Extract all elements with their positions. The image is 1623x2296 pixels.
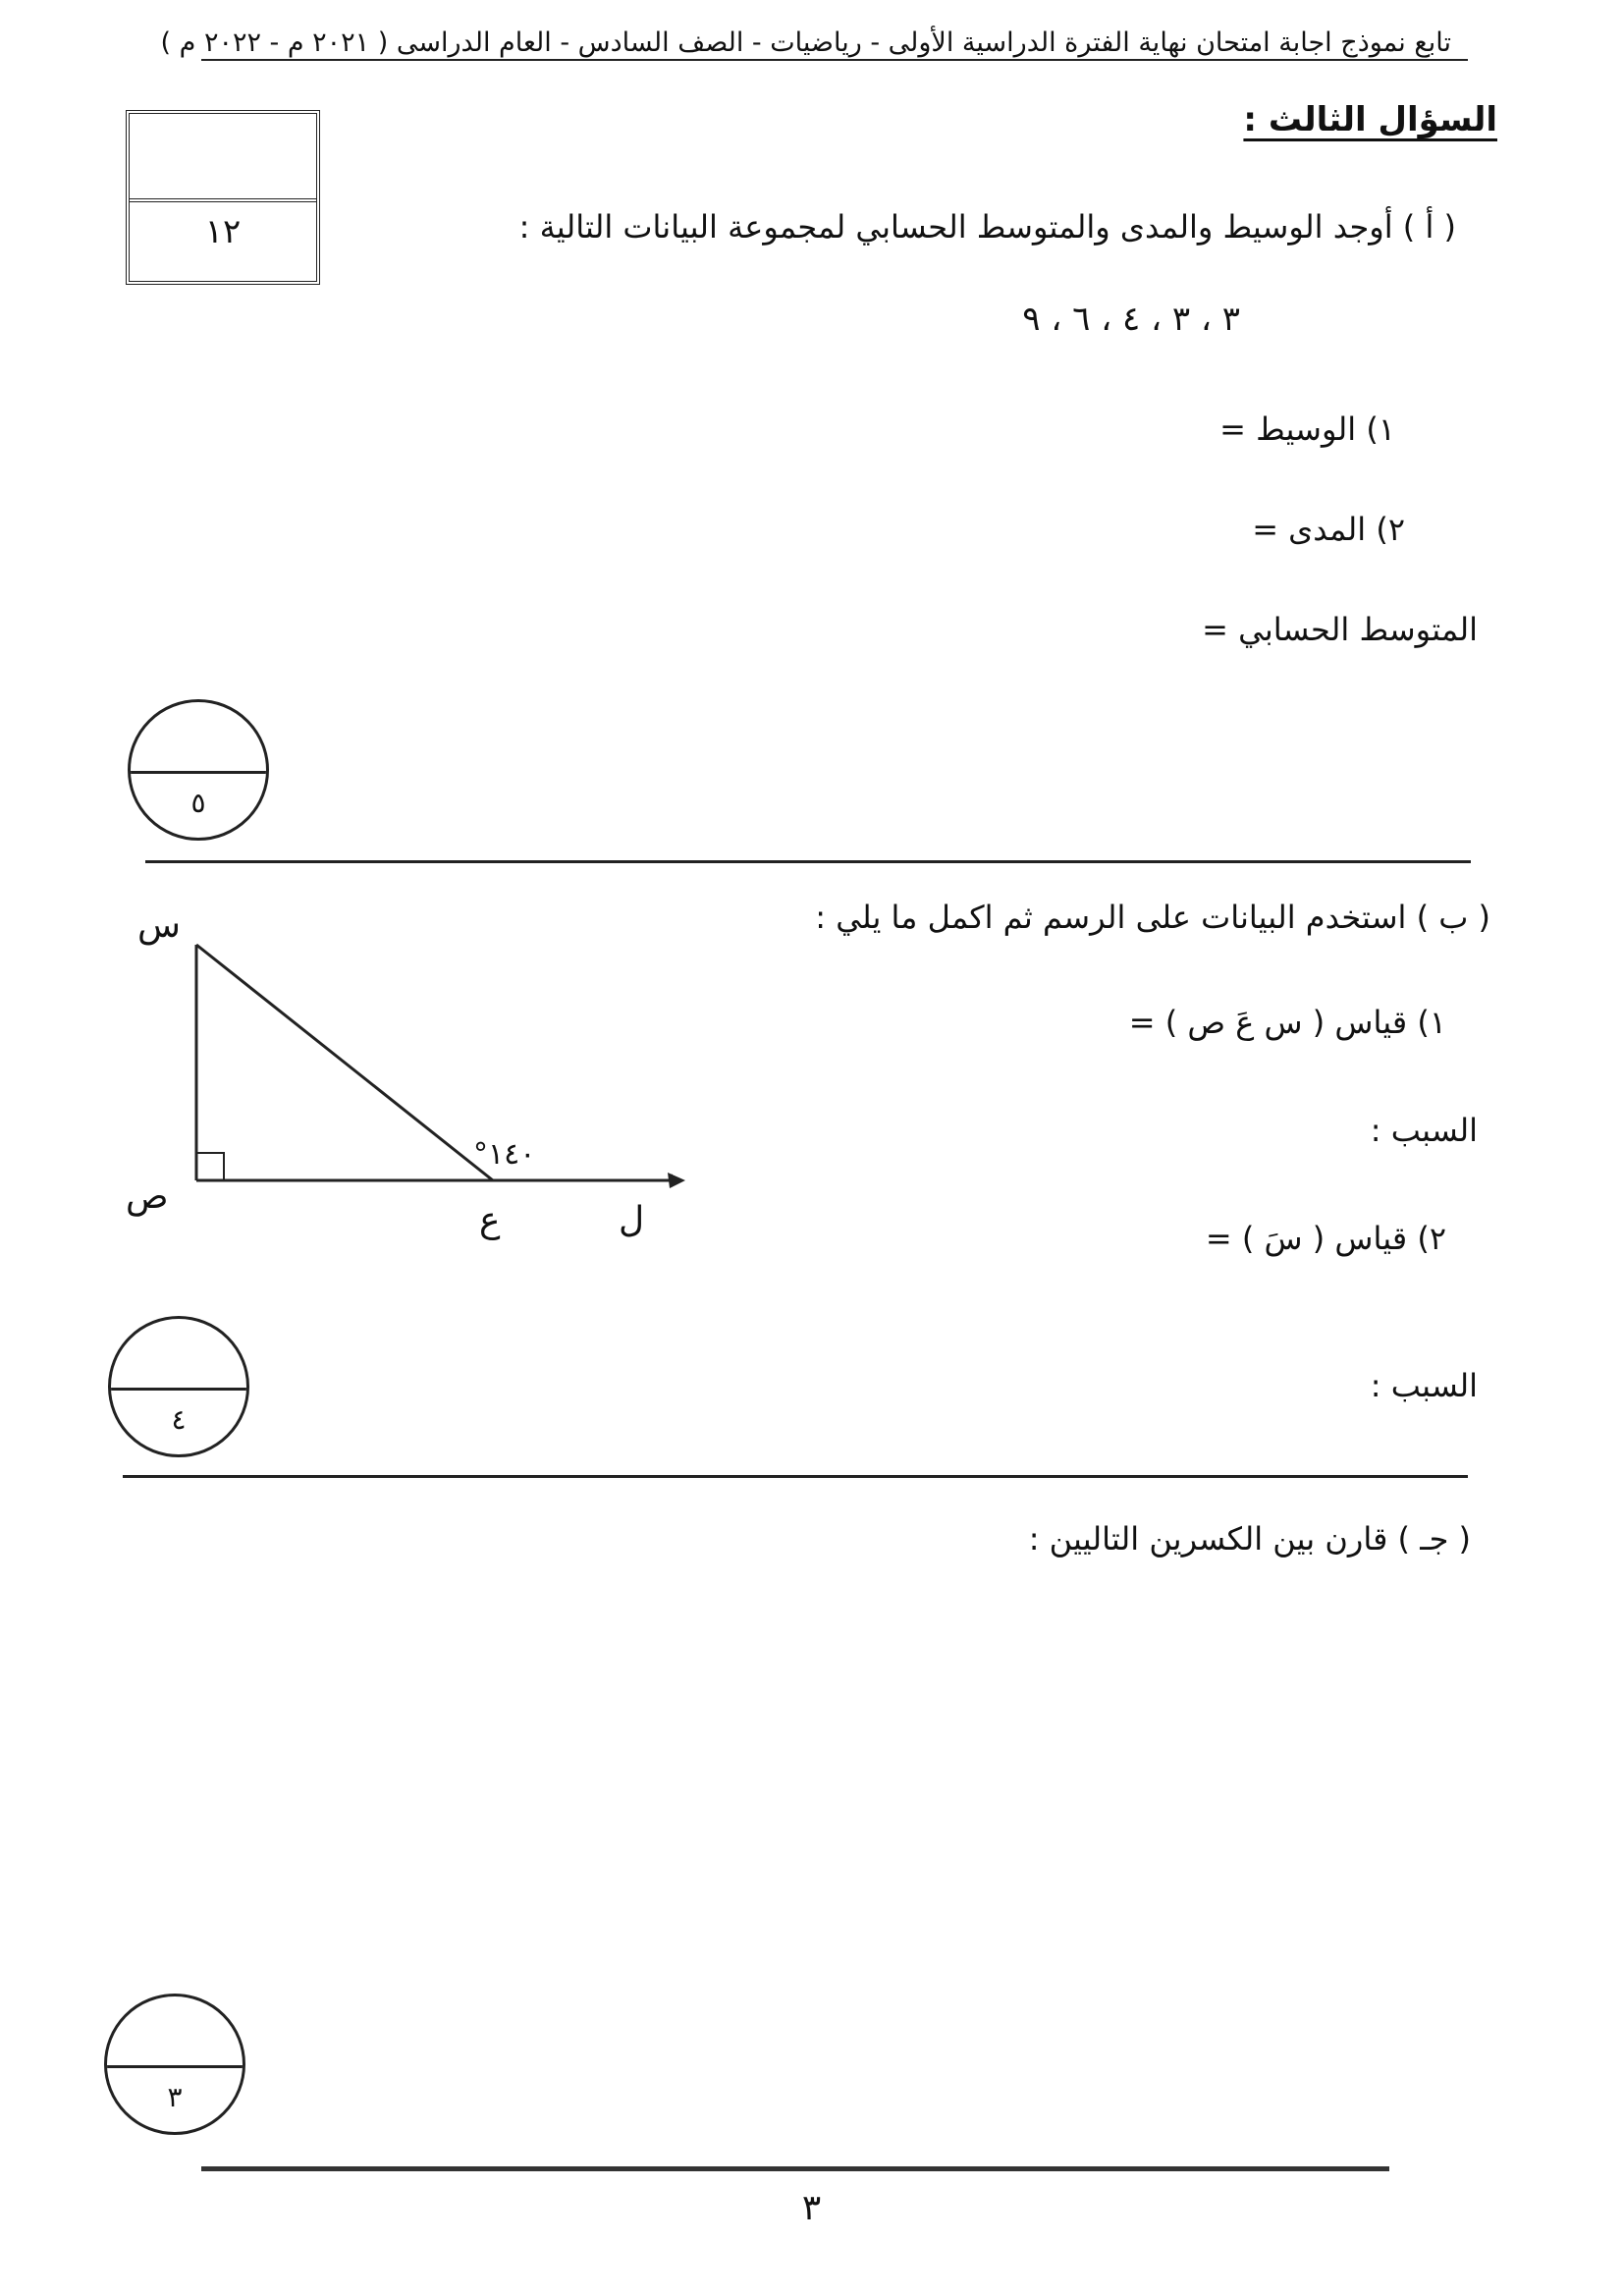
part-c-score: ٣	[167, 2081, 183, 2113]
total-score-box	[126, 110, 320, 285]
hypotenuse-s-a	[196, 945, 493, 1180]
question-title: السؤال الثالث :	[1243, 100, 1497, 139]
part-c-prompt: ( جـ ) قارن بين الكسرين التاليين :	[1028, 1520, 1471, 1558]
page-number: ٣	[801, 2188, 822, 2228]
angle-140-label: °١٤٠	[473, 1137, 536, 1172]
part-b-prompt: ( ب ) استخدم البيانات على الرسم ثم اكمل ما يلي :	[815, 899, 1490, 936]
mean-item: المتوسط الحسابي =	[1202, 611, 1478, 648]
part-b-score-circle	[108, 1316, 249, 1457]
exam-header: تابع نموذج اجابة امتحان نهاية الفترة الدراسية الأولى - رياضيات - الصف السادس - العام الدراسى ( ٢٠٢١ م - ٢٠٢٢ م )	[160, 27, 1451, 58]
total-score: ١٢	[204, 212, 242, 251]
header-underline	[201, 59, 1468, 61]
range-item: ٢) المدى =	[1252, 511, 1405, 548]
score-box-divider	[130, 198, 316, 202]
part-a-score-circle	[128, 699, 269, 841]
triangle-figure	[147, 923, 697, 1247]
ray-label-l: ل	[619, 1200, 645, 1240]
circle-divider	[107, 2065, 243, 2068]
angle-s-item: ٢) قياس ( سَ ) =	[1205, 1220, 1446, 1257]
section-divider-b	[123, 1475, 1468, 1478]
part-c-score-circle	[104, 1994, 245, 2135]
vertex-label-a: ع	[479, 1200, 501, 1240]
reason-1-label: السبب :	[1370, 1112, 1478, 1149]
circle-divider	[111, 1388, 246, 1391]
vertex-label-s: س	[137, 905, 181, 946]
reason-2-label: السبب :	[1370, 1367, 1478, 1404]
footer-line	[201, 2166, 1389, 2171]
part-a-data: ٣ ، ٣ ، ٤ ، ٦ ، ٩	[1022, 300, 1240, 339]
vertex-label-p: ص	[126, 1176, 169, 1217]
part-b-score: ٤	[171, 1403, 187, 1436]
ray-arrowhead	[668, 1173, 685, 1188]
median-item: ١) الوسيط =	[1219, 410, 1395, 448]
angle-measure-item: ١) قياس ( س عَ ص ) =	[1128, 1004, 1446, 1041]
circle-divider	[131, 771, 266, 774]
part-a-score: ٥	[190, 787, 206, 819]
right-angle-mark	[196, 1153, 224, 1180]
part-a-prompt: ( أ ) أوجد الوسيط والمدى والمتوسط الحسابي لمجموعة البيانات التالية :	[518, 208, 1456, 246]
section-divider-a	[145, 860, 1471, 863]
